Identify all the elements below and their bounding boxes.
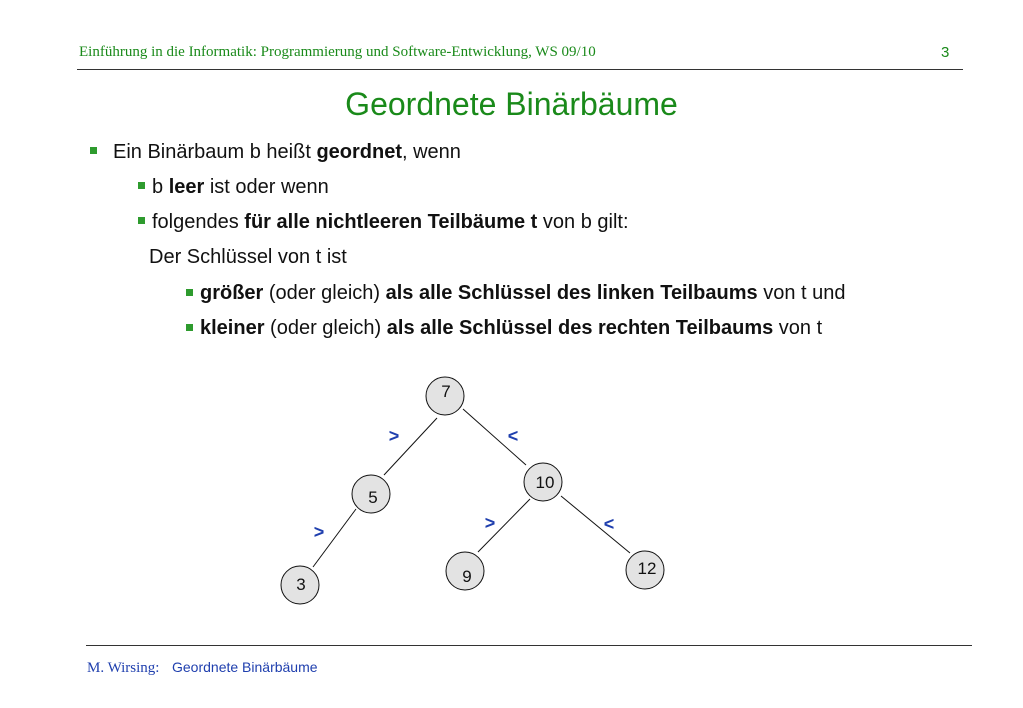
node-key-9: 9 xyxy=(462,567,472,586)
text-segment: ist oder wenn xyxy=(204,176,329,198)
text-segment: b xyxy=(152,176,169,198)
bold-term: leer xyxy=(168,176,205,198)
bold-term: kleiner xyxy=(200,317,265,339)
header-course-title: Einführung in die Informatik: Programmierung und Software-Entwicklung, WS 09/10 xyxy=(79,44,596,60)
text-segment: (oder gleich) xyxy=(263,282,386,304)
text-segment: , wenn xyxy=(402,141,461,163)
text-segment: von t xyxy=(773,317,823,339)
text-segment: von t und xyxy=(757,282,846,304)
footer-slide-title: Geordnete Binärbäume xyxy=(172,659,318,675)
footer-author: M. Wirsing: xyxy=(87,660,160,676)
page-number: 3 xyxy=(941,44,950,61)
key-statement: Der Schlüssel von t ist xyxy=(149,246,347,268)
bold-term: für alle nichtleeren Teilbäume t xyxy=(244,211,538,233)
text-segment: (oder gleich) xyxy=(264,317,387,339)
node-key-12: 12 xyxy=(637,559,657,578)
edge-10-12 xyxy=(561,496,630,553)
footer-divider xyxy=(86,645,972,646)
node-key-7: 7 xyxy=(441,382,451,401)
text-segment: von b gilt: xyxy=(537,211,629,233)
bold-term: als alle Schlüssel des linken Teilbaums xyxy=(385,282,758,304)
order-label-greater: > xyxy=(313,522,325,542)
bold-term: geordnet xyxy=(316,141,402,163)
node-key-10: 10 xyxy=(535,473,555,492)
bold-term: größer xyxy=(200,282,264,304)
order-label-greater: > xyxy=(484,513,496,533)
order-label-less: < xyxy=(603,514,615,534)
node-key-3: 3 xyxy=(296,575,306,594)
slide-title: Geordnete Binärbäume xyxy=(345,86,678,122)
bold-term: als alle Schlüssel des rechten Teilbaums xyxy=(386,317,774,339)
text-segment: Ein Binärbaum b heißt xyxy=(113,141,317,163)
text-segment: folgendes xyxy=(152,211,245,233)
order-label-greater: > xyxy=(388,426,400,446)
order-label-less: < xyxy=(507,426,519,446)
node-key-5: 5 xyxy=(368,488,378,507)
